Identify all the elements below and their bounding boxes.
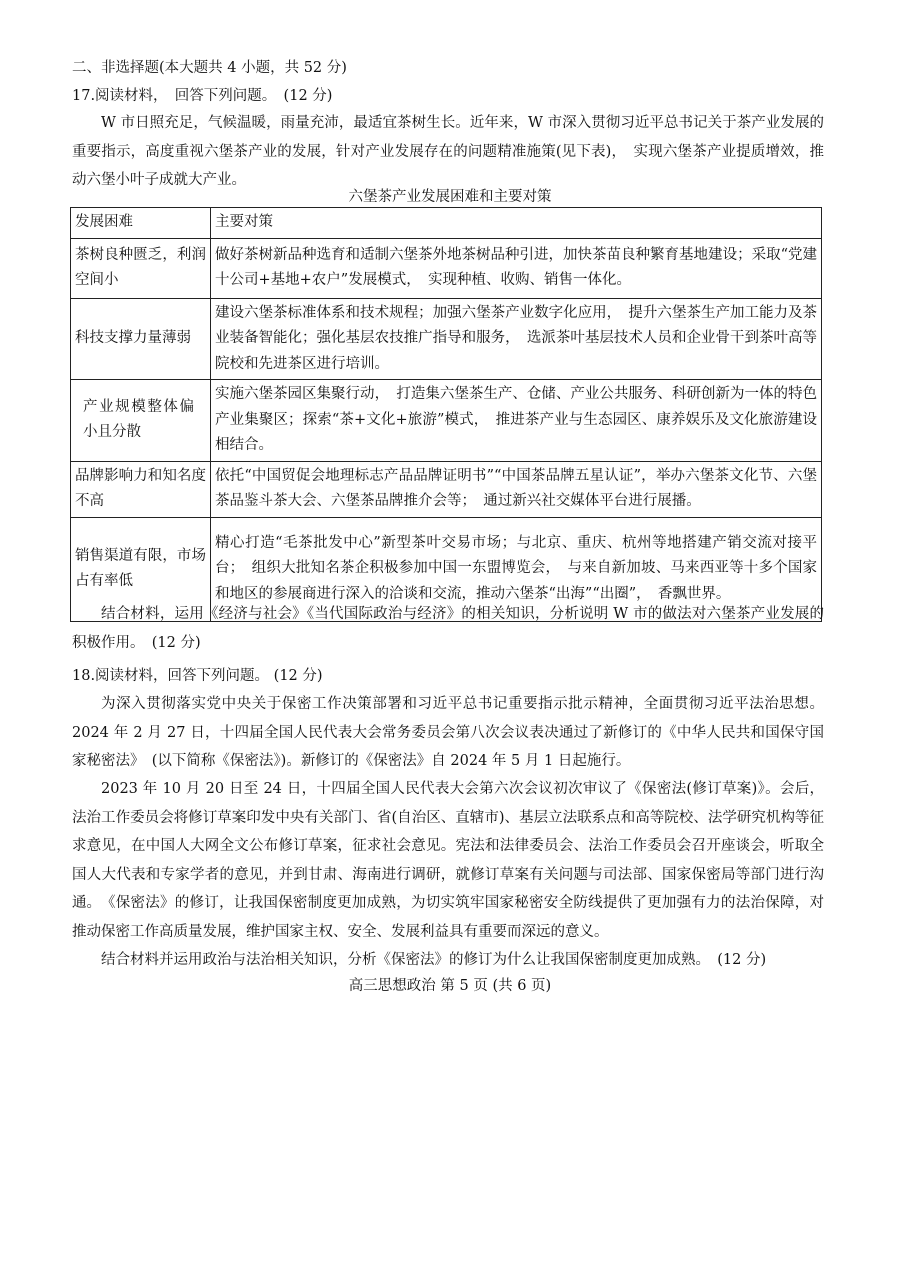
table-row [71,238,822,298]
header-difficulty: 发展困难 [71,208,211,239]
q18-task: 结合材料并运用政治与法治相关知识，分析《保密法》的修订为什么让我国保密制度更加成熟。 (12 分) [101,952,767,968]
q18-paragraph-3: 《保密法》的修订，让我国保密制度更加成熟，为切实筑牢国家秘密安全防线提供了更加强有力的法治保障，对推动保密工作高质量发展，维护国家主权、安全、发展利益具有重要而深远的意义。 [72,895,824,940]
q17-heading: 17.阅读材料， 回答下列问题。 (12 分) [72,88,333,104]
q17-task: 结合材料，运用《经济与社会》《当代国际政治与经济》的相关知识，分析说明 W 市的做法对六堡茶产业发展的积极作用。 (12 分) [72,606,824,651]
q18-paragraph-1: 为深入贯彻落实党中央关于保密工作决策部署和习近平总书记重要指示批示精神，全面贯彻习近平法治思想。2024 年 2 月 27 日，十四届全国人民代表大会常务委员会第八次会议表决通过了新修订的《中华人民共和国保守国家秘密法》 (以下简称《保密法》)。新修订的《保密法》自 2024 年 5 月 1 日起施行。 [72,696,824,769]
table-row [71,461,822,517]
q17-intro: W 市日照充足，气候温暖，雨量充沛，最适宜茶树生长。近年来，W 市深入贯彻习近平总书记关于茶产业发展的重要指示，高度重视六堡茶产业的发展，针对产业发展存在的问题精准施策(见下表)， 实现六堡茶产业提质增效，推动六堡小叶子成就大产业。 [72,115,824,188]
q17-table-title: 六堡茶产业发展困难和主要对策 [348,189,552,205]
difficulty-cell: 产业规模整体偏小且分散 [71,380,211,462]
measure-cell: 精心打造“毛茶批发中心”新型茶叶交易市场；与北京、重庆、杭州等地搭建产销交流对接平台； 组织大批知名茶企积极参加中国一东盟博览会， 与来自新加坡、马来西亚等十多个国家和地区的参展商进行深入的洽谈和交流，推动六堡茶“出海”“出圈”， 香飘世界。 [211,517,822,621]
measure-cell: 实施六堡茶园区集聚行动， 打造集六堡茶生产、仓储、产业公共服务、科研创新为一体的特色产业集聚区；探索“茶+文化+旅游”模式， 推进茶产业与生态园区、康养娱乐及文化旅游建设相结合。 [211,380,822,462]
table-row [71,380,822,462]
measure-cell: 做好茶树新品种选育和适制六堡茶外地茶树品种引进，加快茶苗良种繁育基地建设；采取“党建十公司+基地+农户”发展模式， 实现种植、收购、销售一体化。 [211,238,822,298]
difficulty-cell: 茶树良种匮乏，利润空间小 [71,238,211,298]
q18-heading: 18.阅读材料，回答下列问题。 (12 分) [72,668,323,684]
difficulty-cell: 品牌影响力和知名度不高 [71,461,211,517]
page-footer: 高三思想政治 第 5 页 (共 6 页) [348,978,552,994]
table-header-row [71,208,822,239]
section-heading: 二、非选择题(本大题共 4 小题，共 52 分) [72,60,347,76]
difficulty-cell: 科技支撑力量薄弱 [71,298,211,380]
q18-paragraph-2: 2023 年 10 月 20 日至 24 日，十四届全国人民代表大会第六次会议初次审议了《保密法(修订草案)》。会后，法治工作委员会将修订草案印发中央有关部门、省(自治区、直辖市)、基层立法联系点和高等院校、法学研究机构等征求意见，在中国人大网全文公布修订草案，征求社会意见。宪法和法律委员会、法治工作委员会召开座谈会，听取全国人大代表和专家学者的意见，并到甘肃、海南进行调研，就修订草案有关问题与司法部、国家保密局等部门进行沟通。 [72,781,824,911]
header-measure: 主要对策 [211,208,822,239]
table-row [71,298,822,380]
measure-cell: 依托“中国贸促会地理标志产品品牌证明书”“中国茶品牌五星认证”，举办六堡茶文化节、六堡茶品鉴斗茶大会、六堡茶品牌推介会等； 通过新兴社交媒体平台进行展播。 [211,461,822,517]
q17-policy-table [70,207,822,622]
difficulty-cell: 销售渠道有限，市场占有率低 [71,517,211,621]
measure-cell: 建设六堡茶标准体系和技术规程；加强六堡茶产业数字化应用， 提升六堡茶生产加工能力及茶业装备智能化；强化基层农技推广指导和服务， 选派茶叶基层技术人员和企业骨干到茶叶高等院校和先进茶区进行培训。 [211,298,822,380]
